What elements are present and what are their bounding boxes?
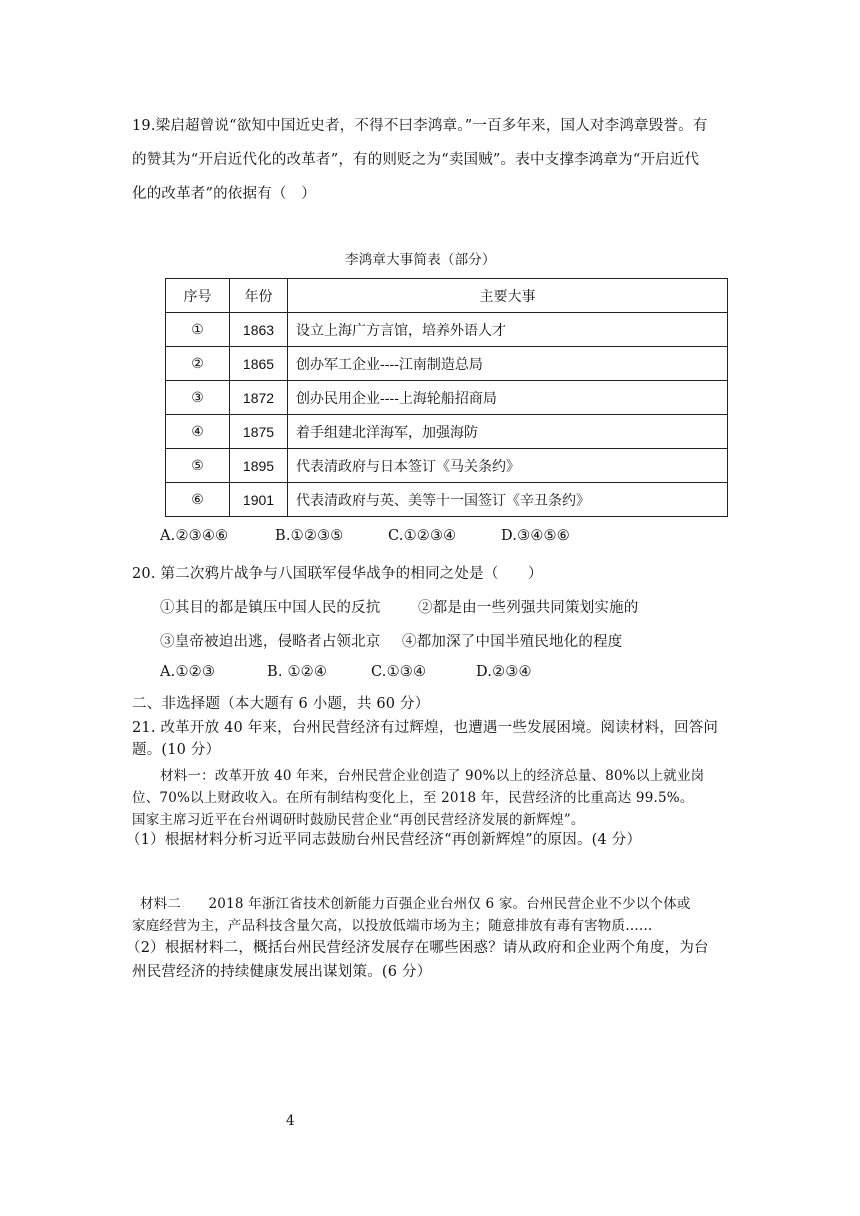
table-header-row <box>166 279 728 313</box>
material-1-line-2: 位、70%以上财政收入。在所有制结构变化上，至 2018 年，民营经济的比重高达 99.5%。 <box>132 790 694 806</box>
q21-sub-question-2-line-2: 州民营经济的持续健康发展出谋划策。(6 分） <box>132 964 432 980</box>
q19-option-a: A.②③④⑥ <box>160 528 229 544</box>
row-event: 代表清政府与日本签订《马关条约》 <box>288 449 728 483</box>
q20-option-a: A.①②③ <box>160 664 216 680</box>
row-no: ① <box>166 313 230 347</box>
material-2-line-1: 材料二 2018 年浙江省技术创新能力百强企业台州仅 6 家。台州民营企业不少以个体或 <box>140 896 691 912</box>
row-year: 1872 <box>230 381 288 415</box>
q21-line-1: 21. 改革开放 40 年来，台州民营经济有过辉煌，也遭遇一些发展困境。阅读材料，回答问 <box>132 720 719 736</box>
q20-item-2: ②都是由一些列强共同策划实施的 <box>418 600 639 616</box>
q20-items-row-2 <box>160 630 623 651</box>
table-title: 李鸿章大事简表（部分） <box>345 252 496 268</box>
q19-option-c: C.①②③④ <box>388 528 457 544</box>
q20-option-d: D.②③④ <box>476 664 532 680</box>
table-row <box>166 449 728 483</box>
table-row <box>166 483 728 517</box>
row-year: 1901 <box>230 483 288 517</box>
material-2-line-2: 家庭经营为主，产品科技含量欠高，以投放低端市场为主；随意排放有毒有害物质…… <box>132 918 653 934</box>
table-row <box>166 347 728 381</box>
row-event: 创办军工企业----江南制造总局 <box>288 347 728 381</box>
q19-options <box>160 528 570 544</box>
q20-items-row-1 <box>160 596 639 617</box>
q20-item-4: ④都加深了中国半殖民地化的程度 <box>402 634 623 650</box>
row-event: 代表清政府与英、美等十一国签订《辛丑条约》 <box>288 483 728 517</box>
row-no: ⑤ <box>166 449 230 483</box>
q19-line-1: 19.梁启超曾说“欲知中国近史者，不得不曰李鸿章。”一百多年来，国人对李鸿章毁誉。有 <box>132 118 708 134</box>
q20-option-b: B. ①②④ <box>267 664 328 680</box>
q19-line-3: 化的改革者”的依据有（ ） <box>132 186 317 202</box>
row-no: ② <box>166 347 230 381</box>
q21-sub-question-2-line-1: （2）根据材料二，概括台州民营经济发展存在哪些困惑？请从政府和企业两个角度，为台 <box>126 940 709 956</box>
row-no: ③ <box>166 381 230 415</box>
row-no: ⑥ <box>166 483 230 517</box>
q19-option-b: B.①②③⑤ <box>275 528 344 544</box>
page-number: 4 <box>286 1113 295 1129</box>
table-row <box>166 313 728 347</box>
header-year: 年份 <box>230 279 288 313</box>
table-row <box>166 415 728 449</box>
q19-option-d: D.③④⑤⑥ <box>501 528 570 544</box>
row-event: 设立上海广方言馆，培养外语人才 <box>288 313 728 347</box>
row-year: 1863 <box>230 313 288 347</box>
section-heading: 二、非选择题（本大题有 6 小题，共 60 分） <box>132 696 430 712</box>
row-year: 1895 <box>230 449 288 483</box>
q20-options <box>160 664 532 680</box>
material-1-line-1: 材料一：改革开放 40 年来，台州民营企业创造了 90%以上的经济总量、80%以上就业岗 <box>160 768 705 784</box>
row-year: 1865 <box>230 347 288 381</box>
q20-item-3: ③皇帝被迫出逃，侵略者占领北京 <box>160 634 381 650</box>
q20-item-1: ①其目的都是镇压中国人民的反抗 <box>160 600 381 616</box>
row-event: 着手组建北洋海军，加强海防 <box>288 415 728 449</box>
row-event: 创办民用企业----上海轮船招商局 <box>288 381 728 415</box>
material-1-line-3: 国家主席习近平在台州调研时鼓励民营企业“再创民营经济发展的新辉煌”。 <box>132 812 585 828</box>
header-event: 主要大事 <box>288 279 728 313</box>
q20-option-c: C.①③④ <box>371 664 427 680</box>
q20-stem: 20. 第二次鸦片战争与八国联军侵华战争的相同之处是（ ） <box>132 566 543 582</box>
events-table <box>165 278 728 517</box>
row-no: ④ <box>166 415 230 449</box>
q21-sub-question-1: （1）根据材料分析习近平同志鼓励台州民营经济“再创新辉煌”的原因。(4 分） <box>126 832 642 848</box>
table-row <box>166 381 728 415</box>
q19-line-2: 的赞其为“开启近代化的改革者”，有的则贬之为“卖国贼”。表中支撑李鸿章为“开启近代 <box>132 152 700 168</box>
q21-line-2: 题。(10 分） <box>132 742 221 758</box>
row-year: 1875 <box>230 415 288 449</box>
header-no: 序号 <box>166 279 230 313</box>
